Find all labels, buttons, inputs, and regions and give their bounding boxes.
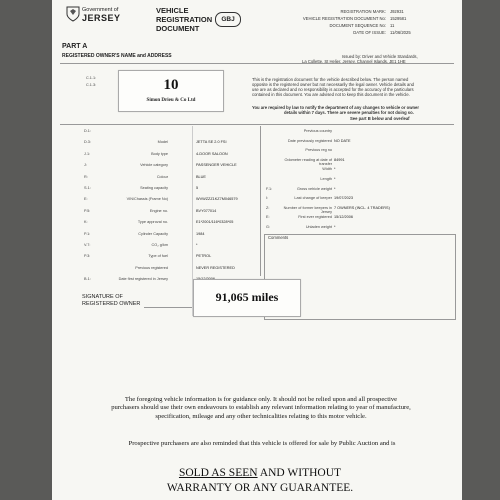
- doc-title-1: VEHICLE: [156, 6, 189, 15]
- field-value: PASSENGER VEHICLE: [196, 163, 237, 168]
- field-code: K:: [84, 220, 88, 225]
- field-label: First ever registered: [298, 215, 332, 220]
- field-label: Type approval no.: [137, 220, 168, 225]
- field-value: 84991: [334, 157, 345, 162]
- field-label: Length: [320, 177, 332, 181]
- warning-line-3: See part B below and overleaf: [350, 116, 410, 121]
- field-value: NEVER REGISTERED: [196, 265, 235, 270]
- field-value: *: [196, 243, 198, 247]
- sold-as-seen-line-1: [92, 466, 428, 480]
- field-label: Gross vehicle weight: [296, 186, 332, 191]
- field-code: I:: [266, 196, 269, 201]
- field-label: Number of former keepers in Jersey: [283, 205, 332, 214]
- field-value: *: [334, 167, 336, 172]
- field-label: Vehicle category: [140, 163, 168, 168]
- table-divider: [260, 126, 261, 276]
- field-code: P.5:: [84, 208, 91, 213]
- field-label: Last change of keeper: [294, 196, 332, 201]
- field-value: NO DATE: [334, 138, 351, 143]
- gbj-badge: GBJ: [215, 12, 241, 27]
- comments-label: Comments: [268, 235, 289, 240]
- field-value: JETTA SE 2.0 FSI: [196, 140, 227, 145]
- field-label: CO₂ g/km: [151, 243, 168, 247]
- sequence-number: 11: [390, 23, 395, 28]
- owner-card: [118, 70, 224, 112]
- registration-mark-label: REGISTRATION MARK:: [340, 9, 386, 14]
- field-value: BLUE: [196, 174, 206, 179]
- sequence-label: DOCUMENT SEQUENCE No:: [329, 23, 386, 28]
- field-code: J:: [84, 163, 87, 168]
- signature-label-2: REGISTERED OWNER: [82, 301, 141, 307]
- field-label: Unladen weight: [305, 225, 332, 229]
- field-value: *: [334, 186, 336, 191]
- field-label: Odometer reading at date of transfer: [284, 157, 332, 166]
- issuer-address: La Collette, St Helier, Jersey, Channel Islands, JE1 1HE: [302, 59, 406, 64]
- doc-number-label: VEHICLE REGISTRATION DOCUMENT No:: [302, 16, 386, 21]
- registration-document: [52, 0, 462, 500]
- field-label: Date first registered in Jersey: [118, 277, 168, 282]
- field-label: Seating capacity: [140, 186, 168, 190]
- jersey-crest-icon: [66, 6, 80, 22]
- part-a-title: PART A: [62, 43, 88, 50]
- field-code: D.3:: [84, 140, 91, 145]
- field-label: Previous reg no: [305, 148, 332, 153]
- field-value: 7 OWNERS (INCL. 4 TRADERS): [334, 205, 390, 210]
- field-value: WVWZZZ1KZ7M046579: [196, 197, 238, 202]
- warning-line-2: details within 7 days. There are severe penalties for not doing so.: [284, 110, 414, 115]
- field-code: G:: [266, 225, 271, 229]
- code-c13: C.1.3:: [86, 83, 97, 87]
- sold-as-seen-rest: AND WITHOUT: [257, 467, 342, 479]
- divider: [60, 63, 454, 64]
- notice-line-4: contained in this document. You are advised not to keep this document in the vehicle.: [252, 92, 410, 97]
- field-label: Date previously registered: [287, 138, 332, 143]
- field-label: Body type: [151, 151, 168, 156]
- doc-number: 1529581: [390, 16, 407, 21]
- registration-mark: J92931: [390, 9, 404, 14]
- disclaimer-para-2: Prospective purchasers are also reminded that this vehicle is offered for sale by Public Auction and is: [128, 440, 396, 447]
- field-code: E:: [266, 215, 270, 220]
- field-value: 1984: [196, 231, 205, 236]
- overlay-edge: [192, 126, 193, 316]
- notice-line-1: This is the registration document for the vehicle described below. The person named: [252, 77, 409, 82]
- signature-label-1: SIGNATURE OF: [82, 294, 123, 300]
- mileage-value: 91,065 miles: [215, 290, 279, 304]
- disclaimer-para-1: The foregoing vehicle information is for guidance only. It should not be relied upon and all prospective purchasers should use their own endeavours to establish any relevant information relating to year of manufacture, specification, mileage and any other technicalities relating to this motor vehicle.: [111, 396, 411, 420]
- owner-name: Simon Drieu & Co Ltd: [146, 98, 196, 103]
- field-code: S.1:: [84, 186, 91, 190]
- field-code: P.3:: [84, 254, 91, 259]
- brand-line1: Government of: [82, 7, 119, 13]
- table-top-rule: [60, 124, 454, 125]
- doc-title-3: DOCUMENT: [156, 24, 200, 33]
- field-value: 5: [196, 186, 199, 190]
- field-value: BVY077014: [196, 208, 217, 213]
- issued-by: Issued by: Driver and Vehicle Standards,: [342, 54, 418, 59]
- field-code: D.1:: [84, 129, 91, 133]
- field-value: E1*2001/116*0328*05: [196, 220, 234, 225]
- field-value: 4-DOOR SALOON: [196, 151, 228, 156]
- field-label: Type of fuel: [148, 254, 168, 259]
- field-label: Colour: [156, 174, 168, 179]
- field-code: P.1:: [84, 231, 91, 236]
- issue-date-label: DATE OF ISSUE:: [353, 30, 386, 35]
- field-label: Width: [322, 167, 332, 172]
- field-label: Previous registered: [135, 265, 168, 270]
- part-a-subtitle: REGISTERED OWNER'S NAME and ADDRESS: [62, 53, 172, 59]
- code-c11: C.1.1:: [86, 76, 97, 80]
- field-code: Z:: [266, 205, 270, 210]
- field-label: Model: [157, 140, 168, 145]
- field-label: Engine no.: [149, 208, 168, 213]
- field-code: B.1:: [84, 277, 91, 282]
- owner-number: 10: [163, 77, 179, 93]
- field-code: E:: [84, 197, 88, 202]
- sold-as-seen-line-2: WARRANTY OR ANY GUARANTEE.: [166, 482, 354, 494]
- warning-line-1: You are required by law to notify the department of any changes to vehicle or owner: [252, 105, 419, 110]
- field-label: Cylinder Capacity: [138, 231, 168, 236]
- brand-line2: JERSEY: [82, 13, 121, 23]
- field-label: VIN/Chassis (Frame No): [126, 197, 168, 202]
- field-code: R:: [84, 174, 88, 179]
- field-value: 19/07/2023: [334, 196, 354, 201]
- doc-title-2: REGISTRATION: [156, 15, 213, 24]
- field-code: V.7:: [84, 243, 91, 247]
- notice-line-3: use are as declared and no responsibility is accepted for the accuracy of the particulars: [252, 87, 414, 92]
- notice-line-2: opposite is the registered owner but not necessarily the legal owner. Vehicle details and: [252, 82, 415, 87]
- field-value: *: [334, 225, 336, 229]
- mileage-card: [193, 279, 301, 317]
- field-code: J.1:: [84, 151, 91, 156]
- field-value: PETROL: [196, 254, 212, 259]
- sold-as-seen-underlined: SOLD AS SEEN: [178, 467, 258, 479]
- issue-date: 11/06/2025: [390, 30, 411, 35]
- field-code: F.1:: [266, 186, 273, 191]
- field-value: 15/12/2006: [334, 215, 354, 220]
- field-label: Previous country: [303, 129, 332, 133]
- field-value: *: [334, 177, 336, 181]
